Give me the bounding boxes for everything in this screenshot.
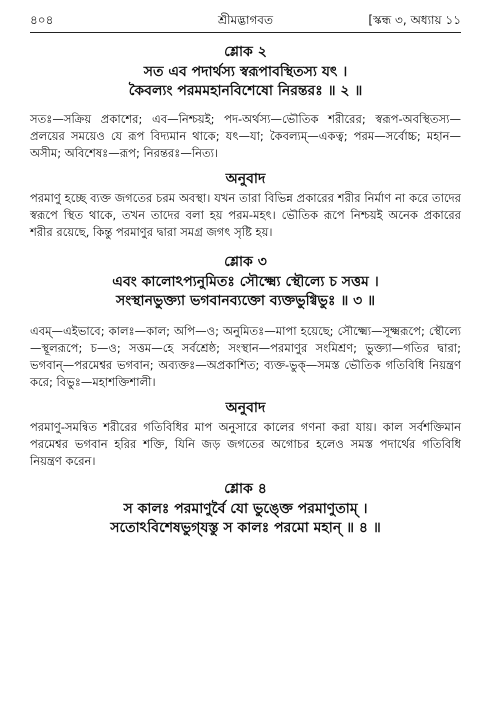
verse-line: এবং কালোঽপ্যনুমিতঃ সৌক্ষ্ম্যে স্থৌল্যে চ সত্তম । <box>112 274 379 290</box>
running-header <box>30 10 461 33</box>
verse-line: সতোঽবিশেষভুগ্‌যস্তু স কালঃ পরমো মহান্ ॥ ৪ ॥ <box>110 520 381 536</box>
synonyms-paragraph: সতঃ—সক্রিয় প্রকাশের; এব—নিশ্চয়ই; পদ-অর্থস্য—ভৌতিক শরীরের; স্বরূপ-অবস্থিতস্য—প্রলয়ের সময়েও যে রূপ বিদ্যমান থাকে; যৎ—যা; কৈবল্যম্—একত্ব; পরম—সর্বোচ্চ; মহান—অসীম; অবিশেষঃ—রূপ; নিরন্তরঃ—নিত্য। <box>30 112 461 160</box>
translation-heading: অনুবাদ <box>225 400 266 416</box>
translation-paragraph: পরমাণু হচ্ছে ব্যক্ত জগতের চরম অবস্থা। যখন তারা বিভিন্ন প্রকারের শরীর নির্মাণ না করে তাদের স্বরূপে স্থিত থাকে, তখন তাদের বলা হয় পরম-মহৎ। ভৌতিক রূপে নিশ্চয়ই অনেক প্রকারের শরীর রয়েছে, কিন্তু পরমাণুর দ্বারা সমগ্র জগৎ সৃষ্টি হয়। <box>30 191 461 239</box>
canto-chapter-location: [স্কন্ধ ৩, অধ্যায় ১১ <box>368 13 461 27</box>
verse-line: সত এব পদার্থস্য স্বরূপাবস্থিতস্য যৎ । <box>143 64 348 80</box>
sloka-heading: শ্লোক ৪ <box>224 481 267 497</box>
verse-line: স কালঃ পরমাণুর্বৈ যো ভুঙ্ক্তে পরমাণুতাম্ । <box>123 501 368 517</box>
synonyms-paragraph: এবম্—এইভাবে; কালঃ—কাল; অপি—ও; অনুমিতঃ—মাপা হয়েছে; সৌক্ষ্ম্যে—সূক্ষ্মরূপে; স্থৌল্যে—স্থূলরূপে; চ—ও; সত্তম—হে সর্বশ্রেষ্ঠ; সংস্থান—পরমাণুর সংমিশ্রণ; ভুক্ত্যা—গতির দ্বারা; ভগবান্—পরমেশ্বর ভগবান; অব্যক্তঃ—অপ্রকাশিত; ব্যক্ত-ভুক্—সমস্ত ভৌতিক গতিবিধি নিয়ন্ত্রণ করে; বিভুঃ—মহাশক্তিশালী। <box>30 324 461 389</box>
verse-line: সংস্থানভুক্ত্যা ভগবানব্যক্তো ব্যক্তভুগ্বিভুঃ ॥ ৩ ॥ <box>115 293 376 309</box>
sloka-heading: শ্লোক ৩ <box>224 254 267 270</box>
translation-heading: অনুবাদ <box>225 171 266 187</box>
sanskrit-verse <box>30 273 461 311</box>
book-title: শ্রীমদ্ভাগবত <box>217 13 273 27</box>
verse-line: কৈবল্যং পরমমহানবিশেষো নিরন্তরঃ ॥ ২ ॥ <box>128 83 363 99</box>
sanskrit-verse <box>30 500 461 538</box>
translation-paragraph: পরমাণু-সমন্বিত শরীরের গতিবিধির মাপ অনুসারে কালের গণনা করা যায়। কাল সর্বশক্তিমান পরমেশ্বর ভগবান হরির শক্তি, যিনি জড় জগতের অগোচর হলেও সমস্ত পদার্থের গতিবিধি নিয়ন্ত্রণ করেন। <box>30 420 461 468</box>
page-number: ৪০৪ <box>30 13 54 27</box>
sanskrit-verse <box>30 63 461 101</box>
sloka-heading: শ্লোক ২ <box>224 44 267 60</box>
